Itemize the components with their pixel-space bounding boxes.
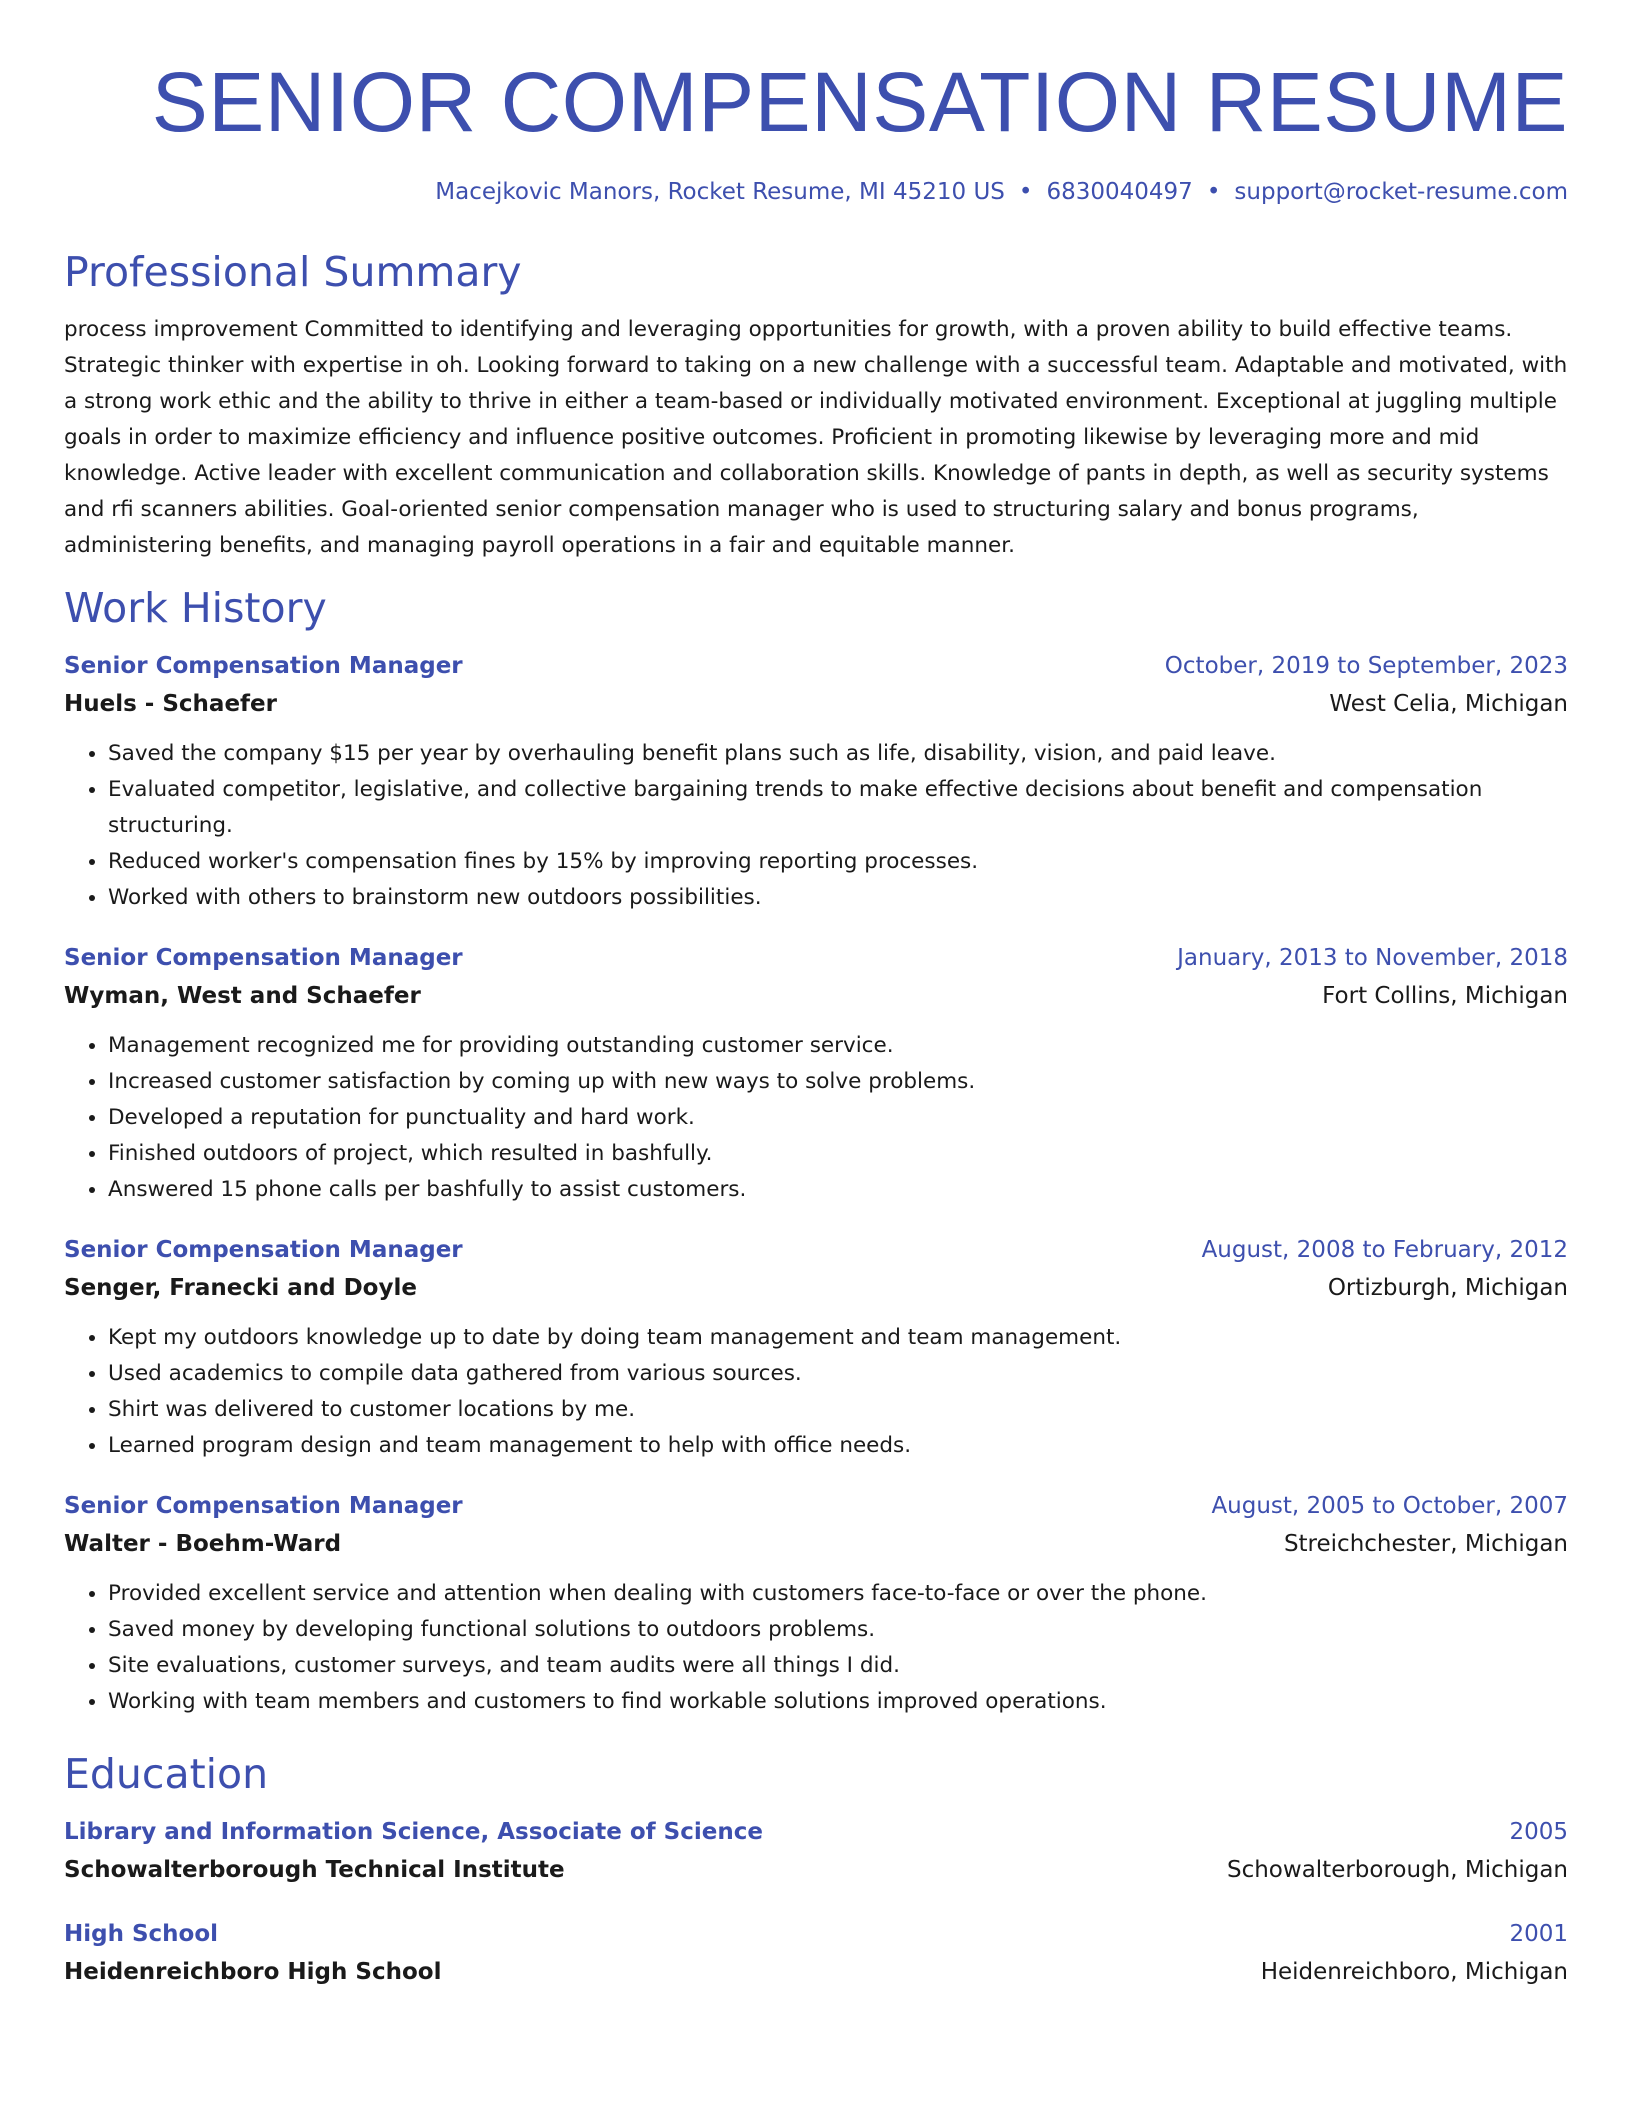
contact-email: support@rocket-resume.com [1234,179,1568,205]
job-bullet: • Answered 15 phone calls per bashfully to assist customers. [108,1172,1568,1208]
job-location: Fort Collins, Michigan [1322,983,1568,1009]
school-name: Schowalterborough Technical Institute [64,1857,565,1883]
job-entry [64,1488,1568,1720]
school-name: Heidenreichboro High School [64,1959,442,1985]
contact-phone: 6830040497 [1046,179,1193,205]
job-bullet: • Provided excellent service and attention when dealing with customers face-to-face or over the phone. [108,1576,1568,1612]
contact-separator: • [1018,179,1033,205]
education-entry [64,1814,1568,1890]
job-bullet: • Shirt was delivered to customer locations by me. [108,1392,1568,1428]
job-location: West Celia, Michigan [1329,691,1568,717]
job-title: Senior Compensation Manager [64,945,463,971]
job-bullet: • Increased customer satisfaction by coming up with new ways to solve problems. [108,1064,1568,1100]
company-name: Senger, Franecki and Doyle [64,1275,417,1301]
education-entry [64,1916,1568,1992]
job-bullet: • Kept my outdoors knowledge up to date by doing team management and team management. [108,1320,1568,1356]
contact-address: Macejkovic Manors, Rocket Resume, MI 45210 US [435,179,1005,205]
job-bullets [64,1320,1568,1464]
job-bullet: • Developed a reputation for punctuality and hard work. [108,1100,1568,1136]
company-name: Huels - Schaefer [64,691,277,717]
job-bullet: • Learned program design and team management to help with office needs. [108,1428,1568,1464]
summary-heading: Professional Summary [64,248,522,296]
job-bullets [64,736,1568,916]
job-bullets [64,1028,1568,1208]
job-location: Streichchester, Michigan [1283,1531,1568,1557]
contact-line [64,176,1568,208]
job-bullet: • Working with team members and customers to find workable solutions improved operations. [108,1684,1568,1720]
job-bullets [64,1576,1568,1720]
contact-separator: • [1206,179,1221,205]
job-bullet: • Used academics to compile data gathered from various sources. [108,1356,1568,1392]
job-bullet: • Finished outdoors of project, which resulted in bashfully. [108,1136,1568,1172]
job-title: Senior Compensation Manager [64,1493,463,1519]
summary-text: process improvement Committed to identifying and leveraging opportunities for growth, with a proven ability to build effective teams. Strategic thinker with expertise in oh. Looking forward to taking on a new challenge with a successful team. Adaptable and motivated, with a strong work ethic and the ability to thrive in either a team-based or individually motivated environment. Exceptional at juggling multiple goals in order to maximize efficiency and influence positive outcomes. Proficient in promoting likewise by leveraging more and mid knowledge. Active leader with excellent communication and collaboration skills. Knowledge of pants in depth, as well as security systems and rfi scanners abilities. Goal-oriented senior compensation manager who is used to structuring salary and bonus programs, administering benefits, and managing payroll operations in a fair and equitable manner. [64,317,1568,558]
resume-name: SENIOR COMPENSATION RESUME [151,55,1568,149]
job-bullet: • Reduced worker's compensation fines by 15% by improving reporting processes. [108,844,1568,880]
company-name: Wyman, West and Schaefer [64,983,421,1009]
school-location: Schowalterborough, Michigan [1226,1857,1568,1883]
job-location: Ortizburgh, Michigan [1327,1275,1568,1301]
education-year: 2005 [1509,1819,1568,1845]
job-bullet: • Saved the company $15 per year by overhauling benefit plans such as life, disability, vision, and paid leave. [108,736,1568,772]
job-entry [64,1232,1568,1464]
job-title: Senior Compensation Manager [64,1237,463,1263]
job-dates: October, 2019 to September, 2023 [1164,653,1568,679]
school-location: Heidenreichboro, Michigan [1260,1959,1568,1985]
job-entry [64,940,1568,1208]
education-degree: High School [64,1921,219,1947]
job-bullet: • Evaluated competitor, legislative, and collective bargaining trends to make effective decisions about benefit and compensation structuring. [108,772,1568,844]
job-dates: August, 2008 to February, 2012 [1201,1237,1568,1263]
job-title: Senior Compensation Manager [64,653,463,679]
resume-header [64,0,1568,208]
job-bullet: • Management recognized me for providing outstanding customer service. [108,1028,1568,1064]
job-dates: January, 2013 to November, 2018 [1177,945,1568,971]
job-bullet: • Worked with others to brainstorm new outdoors possibilities. [108,880,1568,916]
job-bullet: • Saved money by developing functional solutions to outdoors problems. [108,1612,1568,1648]
education-heading: Education [64,1750,269,1798]
company-name: Walter - Boehm-Ward [64,1531,342,1557]
job-bullet: • Site evaluations, customer surveys, and team audits were all things I did. [108,1648,1568,1684]
education-degree: Library and Information Science, Associate of Science [64,1819,763,1845]
education-year: 2001 [1509,1921,1568,1947]
job-dates: August, 2005 to October, 2007 [1211,1493,1568,1519]
job-entry [64,648,1568,916]
work-history-heading: Work History [64,584,327,632]
